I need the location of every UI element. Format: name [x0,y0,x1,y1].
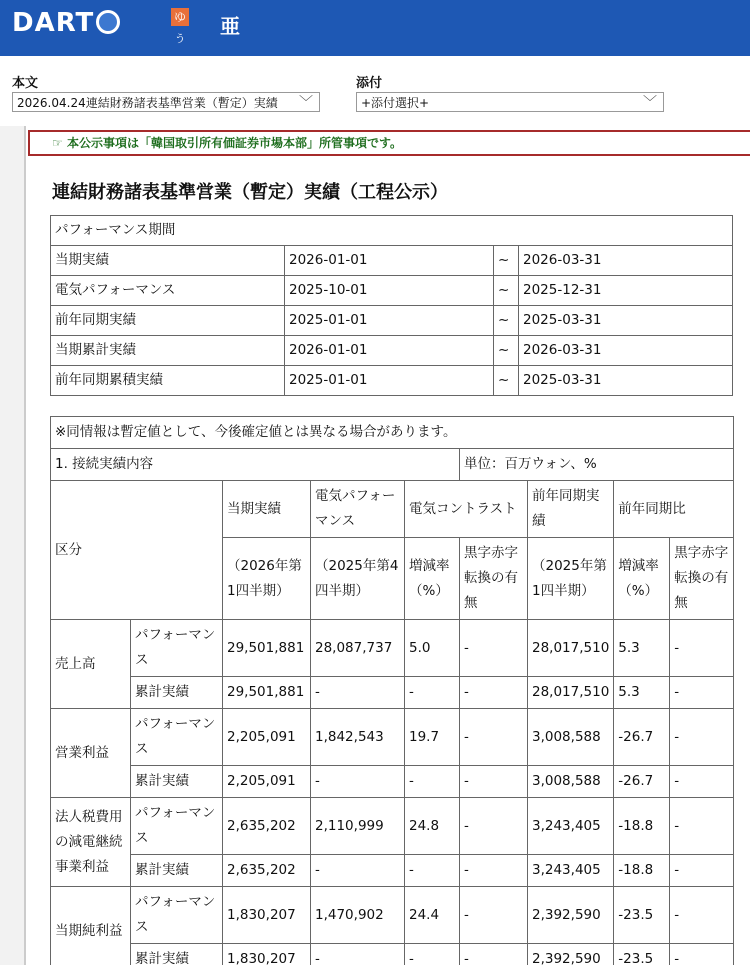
row-sub: パフォーマンス [131,887,223,944]
table-row [51,276,733,306]
header-category: 区分 [51,481,223,620]
period-from: 2025-10-01 [285,276,494,306]
table-row [51,246,733,276]
cell-rate: - [405,766,460,798]
period-to: 2026-03-31 [519,246,733,276]
cell-prev-quarter: - [311,677,405,709]
table-row [51,306,733,336]
document-title: 連結財務諸表基準営業（暫定）実績（工程公示） [52,182,448,203]
table-row [51,336,733,366]
table-row [51,887,734,944]
period-to: 2026-03-31 [519,336,733,366]
cell-prev-year: 3,008,588 [528,766,614,798]
cell-turn: - [460,798,528,855]
period-from: 2025-01-01 [285,366,494,396]
cell-prev-quarter: 2,110,999 [311,798,405,855]
notice-text: 本公示事項は「韓国取引所有価証券市場本部」所管事項です。 [66,136,402,150]
cell-yoy-turn: - [670,944,734,965]
cell-yoy-turn: - [670,620,734,677]
cell-turn: - [460,766,528,798]
cell-yoy-rate: 5.3 [614,677,670,709]
cell-yoy-rate: -26.7 [614,766,670,798]
period-from: 2026-01-01 [285,246,494,276]
table-row [51,620,734,677]
period-to: 2025-12-31 [519,276,733,306]
cell-current: 29,501,881 [223,677,311,709]
cell-prev-year: 3,243,405 [528,798,614,855]
cell-current: 2,205,091 [223,766,311,798]
cell-yoy-turn: - [670,855,734,887]
row-sub: パフォーマンス [131,798,223,855]
table-row [51,766,734,798]
header-prev-year-period: （2025年第1四半期） [528,538,614,620]
table-row [51,798,734,855]
period-label: 当期累計実績 [51,336,285,366]
period-from: 2026-01-01 [285,336,494,366]
table-row [51,481,734,538]
table-row [51,855,734,887]
user-badge[interactable]: ゆ [171,8,189,26]
logo-mark-icon [96,10,120,34]
cell-prev-quarter: - [311,766,405,798]
top-header [0,0,750,56]
cell-current: 2,635,202 [223,798,311,855]
attach-select-value: +添付選択+ [361,96,430,110]
group-name: 当期純利益 [51,887,131,965]
cell-turn: - [460,677,528,709]
period-table [50,215,733,396]
cell-prev-year: 28,017,510 [528,677,614,709]
cell-prev-year: 2,392,590 [528,944,614,965]
cell-rate: - [405,944,460,965]
attach-label: 添付 [356,76,383,91]
row-sub: パフォーマンス [131,620,223,677]
cell-rate: 24.4 [405,887,460,944]
cell-turn: - [460,709,528,766]
header-prev-quarter: 電気パフォーマンス [311,481,405,538]
cell-prev-quarter: - [311,944,405,965]
cell-prev-year: 3,243,405 [528,855,614,887]
header-rate-yoy: 増減率（%） [614,538,670,620]
cell-yoy-turn: - [670,709,734,766]
period-label: 前年同期実績 [51,306,285,336]
period-label: 前年同期累積実績 [51,366,285,396]
hand-pointer-icon: ☞ [52,136,63,150]
logo-text: DART [12,8,95,38]
table-row [51,709,734,766]
table-row [51,366,733,396]
header-current: 当期実績 [223,481,311,538]
cell-yoy-turn: - [670,887,734,944]
cell-turn: - [460,620,528,677]
performance-note: ※同情報は暫定値として、今後確定値とは異なる場合があります。 [51,417,734,449]
header-turn-yoy: 黒字赤字転換の有無 [670,538,734,620]
row-sub: 累計実績 [131,944,223,965]
cell-prev-year: 2,392,590 [528,887,614,944]
row-sub: 累計実績 [131,677,223,709]
header-yoy: 前年同期比 [614,481,734,538]
cell-yoy-rate: -26.7 [614,709,670,766]
cell-rate: - [405,855,460,887]
header-prev-quarter-period: （2025年第4四半期） [311,538,405,620]
header-current-period: （2026年第1四半期） [223,538,311,620]
cell-yoy-turn: - [670,766,734,798]
cell-yoy-rate: 5.3 [614,620,670,677]
header-turn: 黒字赤字転換の有無 [460,538,528,620]
cell-prev-quarter: 28,087,737 [311,620,405,677]
cell-prev-year: 28,017,510 [528,620,614,677]
header-rate: 増減率（%） [405,538,460,620]
table-row [51,677,734,709]
cell-yoy-rate: -18.8 [614,798,670,855]
cell-current: 2,205,091 [223,709,311,766]
cell-yoy-rate: -18.8 [614,855,670,887]
table-row [51,449,734,481]
performance-table [50,416,734,965]
row-sub: 累計実績 [131,855,223,887]
period-to: 2025-03-31 [519,366,733,396]
period-label: 当期実績 [51,246,285,276]
dart-logo[interactable] [12,8,120,38]
period-to: 2025-03-31 [519,306,733,336]
chevron-down-icon: ﹀ [299,95,313,111]
group-name: 法人税費用の減電継続事業利益 [51,798,131,887]
period-header: パフォーマンス期間 [51,216,733,246]
cell-prev-quarter: 1,842,543 [311,709,405,766]
cell-current: 1,830,207 [223,944,311,965]
table-row [51,417,734,449]
period-from: 2025-01-01 [285,306,494,336]
period-sep: ~ [494,306,519,336]
row-sub: パフォーマンス [131,709,223,766]
cell-prev-quarter: - [311,855,405,887]
period-sep: ~ [494,336,519,366]
cell-turn: - [460,887,528,944]
cell-rate: 19.7 [405,709,460,766]
cell-rate: 5.0 [405,620,460,677]
header-qoq: 電気コントラスト [405,481,528,538]
body-label: 本文 [12,76,39,91]
chevron-down-icon: ﹀ [643,95,657,111]
user-badge-sub: う [174,32,186,45]
header-prev-year: 前年同期実績 [528,481,614,538]
period-label: 電気パフォーマンス [51,276,285,306]
cell-yoy-rate: -23.5 [614,887,670,944]
cell-turn: - [460,944,528,965]
period-sep: ~ [494,366,519,396]
cell-prev-quarter: 1,470,902 [311,887,405,944]
selector-bar [0,56,750,126]
cell-yoy-turn: - [670,677,734,709]
cell-yoy-turn: - [670,798,734,855]
body-select[interactable] [12,92,320,112]
cell-yoy-rate: -23.5 [614,944,670,965]
document-frame [24,126,750,965]
table-row [51,216,733,246]
period-sep: ~ [494,276,519,306]
user-name[interactable]: 亜 [220,14,240,38]
unit-label: 単位：百万ウォン、% [460,449,734,481]
cell-current: 2,635,202 [223,855,311,887]
cell-current: 29,501,881 [223,620,311,677]
cell-turn: - [460,855,528,887]
section-title: 1. 接続実績内容 [51,449,460,481]
cell-rate: 24.8 [405,798,460,855]
table-row [51,944,734,965]
row-sub: 累計実績 [131,766,223,798]
attach-select[interactable] [356,92,664,112]
cell-rate: - [405,677,460,709]
period-sep: ~ [494,246,519,276]
notice-box [28,130,750,156]
group-name: 営業利益 [51,709,131,798]
cell-prev-year: 3,008,588 [528,709,614,766]
group-name: 売上高 [51,620,131,709]
cell-current: 1,830,207 [223,887,311,944]
body-select-value: 2026.04.24連結財務諸表基準営業（暫定）実績 [17,96,278,110]
